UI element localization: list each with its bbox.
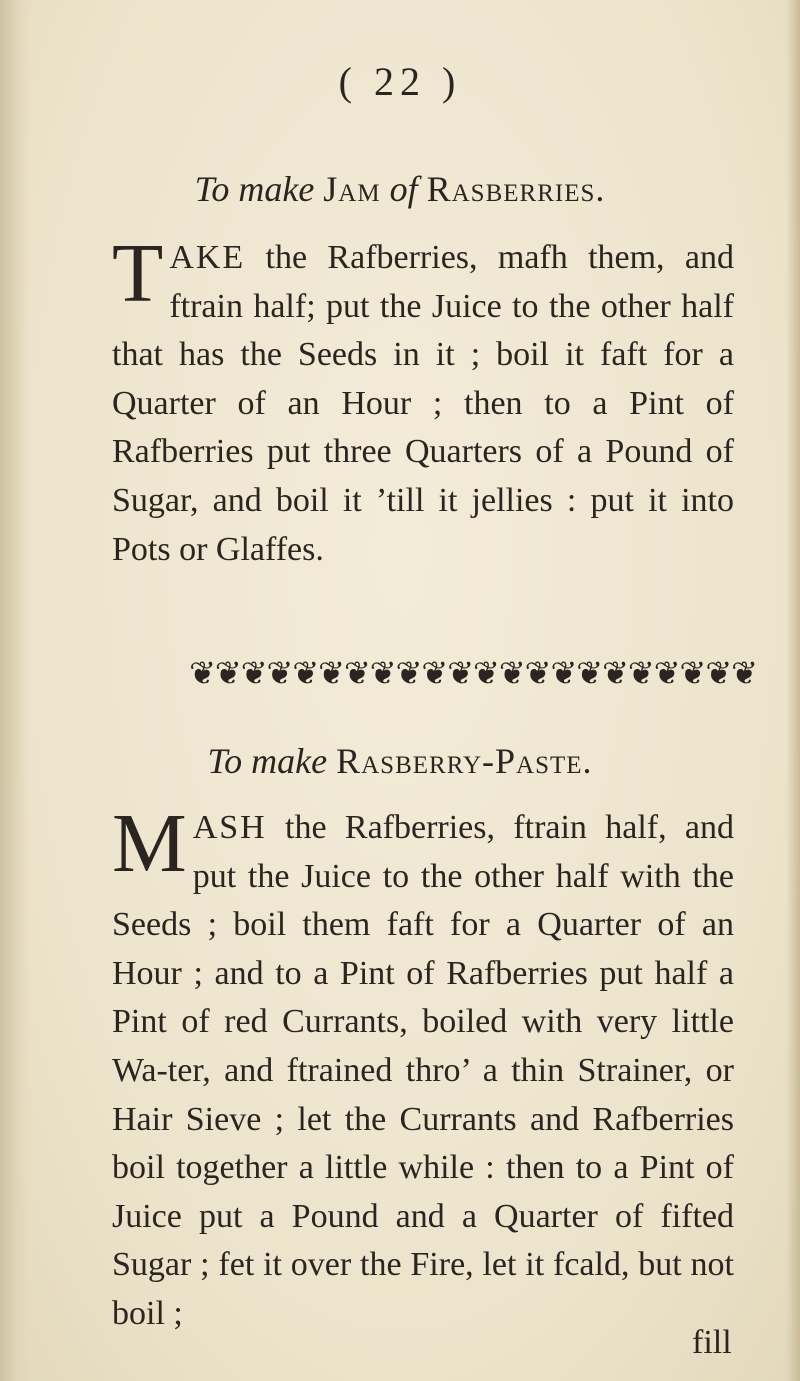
page-number: ( 22 ): [338, 59, 462, 104]
heading-italic: To make: [194, 169, 315, 209]
recipe-body-paste: [112, 797, 734, 1339]
recipe-text: the Rafberries, ftrain half, and put the Juice to the other half with the Seeds ; boil them faft for a Quarter of an Hour ; and to a Pint of Rafberries put half a Pint of red Currants, boiled with very little Wa-ter, and ftrained thro’ a thin Strainer, or Hair Sieve ; let the Currants and Rafberries boil together a little while : then to a Pint of Juice put a Pound and a Quarter of fifted Sugar ; fet it over the Fire, let it fcald, but not boil ;: [112, 809, 734, 1332]
drop-cap: T: [112, 227, 164, 320]
heading-word: Rasberry-Paste.: [336, 741, 593, 781]
recipe-heading-jam: [0, 168, 800, 210]
ornamental-divider: ❦❦❦❦❦❦❦❦❦❦❦❦❦❦❦❦❦❦❦❦❦❦: [189, 655, 757, 691]
lead-caps: AKE: [169, 239, 246, 276]
recipe-heading-paste: [0, 740, 800, 782]
lead-caps: ASH: [192, 809, 267, 846]
catchword: fill: [692, 1324, 732, 1361]
recipe-body-jam: [112, 227, 734, 574]
drop-cap: M: [112, 797, 187, 890]
heading-word: Rasberries.: [426, 169, 606, 209]
heading-italic: To make: [207, 741, 328, 781]
heading-word: Jam: [323, 169, 381, 209]
heading-of: of: [389, 169, 418, 209]
recipe-text: the Rafberries, mafh them, and ftrain half; put the Juice to the other half that has the Seeds in it ; boil it faft for a Quarter of an Hour ; then to a Pint of Rafberries put three Quarters of a Pound of Sugar, and boil it ’till it jellies : put it into Pots or Glaffes.: [112, 239, 734, 568]
